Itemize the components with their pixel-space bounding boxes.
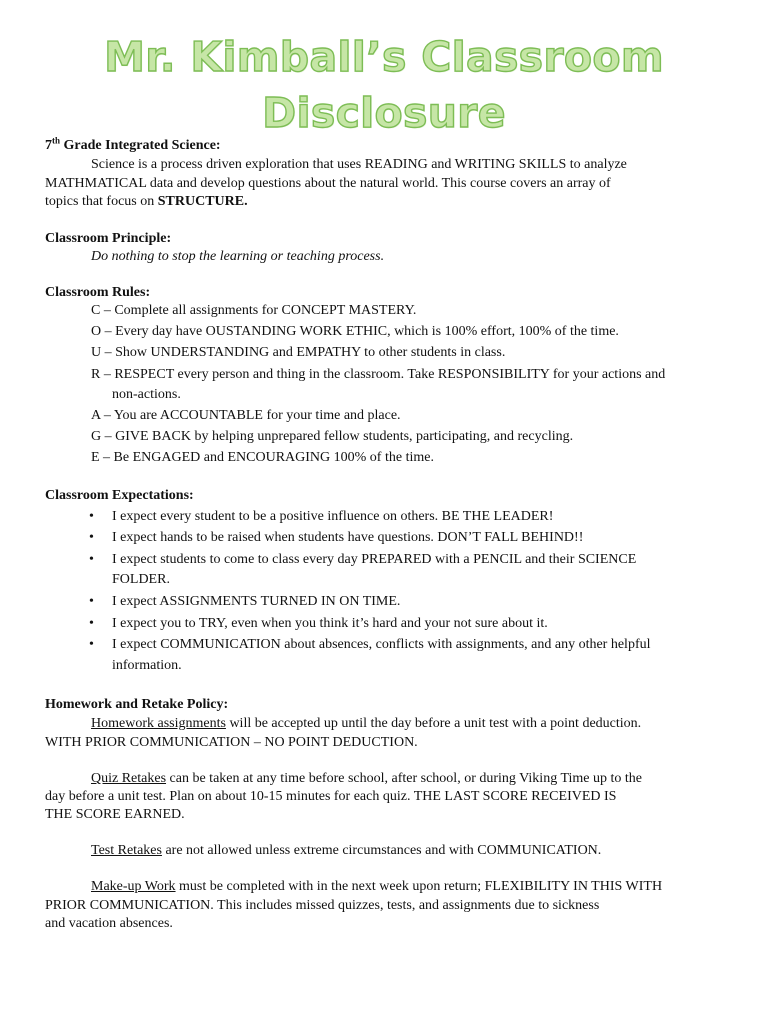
bullet: • (89, 509, 94, 524)
rule-a: A – You are ACCOUNTABLE for your time and place. (91, 408, 401, 423)
rule-o: O – Every day have OUSTANDING WORK ETHIC, which is 100% effort, 100% of the time. (91, 324, 619, 339)
homework-policy-line-1 (91, 715, 641, 733)
homework-assignments-label: Homework assignments (91, 716, 226, 731)
makeup-work-line-1 (91, 878, 662, 896)
document-title-line-1: Mr. Kimball’s Classroom (104, 33, 664, 81)
expectation-item: I expect every student to be a positive influence on others. BE THE LEADER! (112, 509, 554, 524)
bullet: • (89, 637, 94, 652)
makeup-work-line-3: and vacation absences. (45, 916, 173, 931)
quiz-retakes-label: Quiz Retakes (91, 771, 167, 786)
rule-g: G – GIVE BACK by helping unprepared fellow students, participating, and recycling. (91, 429, 574, 444)
rule-r: R – RESPECT every person and thing in the classroom. Take RESPONSIBILITY for your actions and (91, 367, 666, 382)
bullet: • (89, 552, 94, 567)
quiz-retakes-line-2: day before a unit test. Plan on about 10-15 minutes for each quiz. THE LAST SCORE RECEIVED IS (45, 789, 617, 804)
bullet: • (89, 594, 94, 609)
quiz-retakes-line-3: THE SCORE EARNED. (45, 807, 185, 822)
quiz-retakes-line-1 (91, 770, 642, 788)
homework-policy-text: will be accepted up until the day before a unit test with a point deduction. (225, 716, 642, 731)
course-description-text: topics that focus on (45, 194, 158, 209)
expectation-item: I expect COMMUNICATION about absences, conflicts with assignments, and any other helpful (112, 637, 651, 652)
test-retakes-text: are not allowed unless extreme circumstances and with COMMUNICATION. (161, 843, 602, 858)
expectations-heading: Classroom Expectations: (45, 488, 194, 503)
course-heading (45, 137, 221, 155)
course-focus-word: STRUCTURE. (157, 194, 248, 209)
course-description-line-3 (45, 193, 248, 211)
rule-r-continued: non-actions. (112, 387, 181, 402)
principle-heading: Classroom Principle: (45, 231, 172, 246)
test-retakes-line (91, 842, 601, 860)
rule-c: C – Complete all assignments for CONCEPT MASTERY. (91, 303, 417, 318)
rules-heading: Classroom Rules: (45, 285, 151, 300)
document-title-line-2: Disclosure (262, 89, 506, 137)
homework-policy-line-2: WITH PRIOR COMMUNICATION – NO POINT DEDUCTION. (45, 735, 418, 750)
expectation-item: I expect ASSIGNMENTS TURNED IN ON TIME. (112, 594, 401, 609)
expectation-item: I expect hands to be raised when students have questions. DON’T FALL BEHIND!! (112, 530, 584, 545)
principle-text: Do nothing to stop the learning or teaching process. (91, 249, 385, 264)
makeup-work-line-2: PRIOR COMMUNICATION. This includes missed quizzes, tests, and assignments due to sickness (45, 898, 600, 913)
expectation-item: I expect you to TRY, even when you think it’s hard and your not sure about it. (112, 616, 548, 631)
course-description-line-2: MATHMATICAL data and develop questions about the natural world. This course covers an array of (45, 176, 611, 191)
expectation-item-continued: information. (112, 658, 182, 673)
homework-heading: Homework and Retake Policy: (45, 697, 229, 712)
bullet: • (89, 530, 94, 545)
makeup-work-label: Make-up Work (91, 879, 176, 894)
course-heading-suffix: th (52, 135, 61, 146)
makeup-work-text: must be completed with in the next week upon return; FLEXIBILITY IN THIS WITH (175, 879, 663, 894)
course-description-line-1: Science is a process driven exploration that uses READING and WRITING SKILLS to analyze (91, 157, 627, 172)
bullet: • (89, 616, 94, 631)
rule-u: U – Show UNDERSTANDING and EMPATHY to other students in class. (91, 345, 506, 360)
expectation-item: I expect students to come to class every day PREPARED with a PENCIL and their SCIENCE (112, 552, 637, 567)
rule-e: E – Be ENGAGED and ENCOURAGING 100% of the time. (91, 450, 434, 465)
quiz-retakes-text: can be taken at any time before school, after school, or during Viking Time up to the (166, 771, 642, 786)
expectation-item-continued: FOLDER. (112, 572, 170, 587)
course-heading-number: 7 (45, 138, 52, 153)
test-retakes-label: Test Retakes (91, 843, 162, 858)
course-heading-text: Grade Integrated Science: (60, 138, 221, 153)
